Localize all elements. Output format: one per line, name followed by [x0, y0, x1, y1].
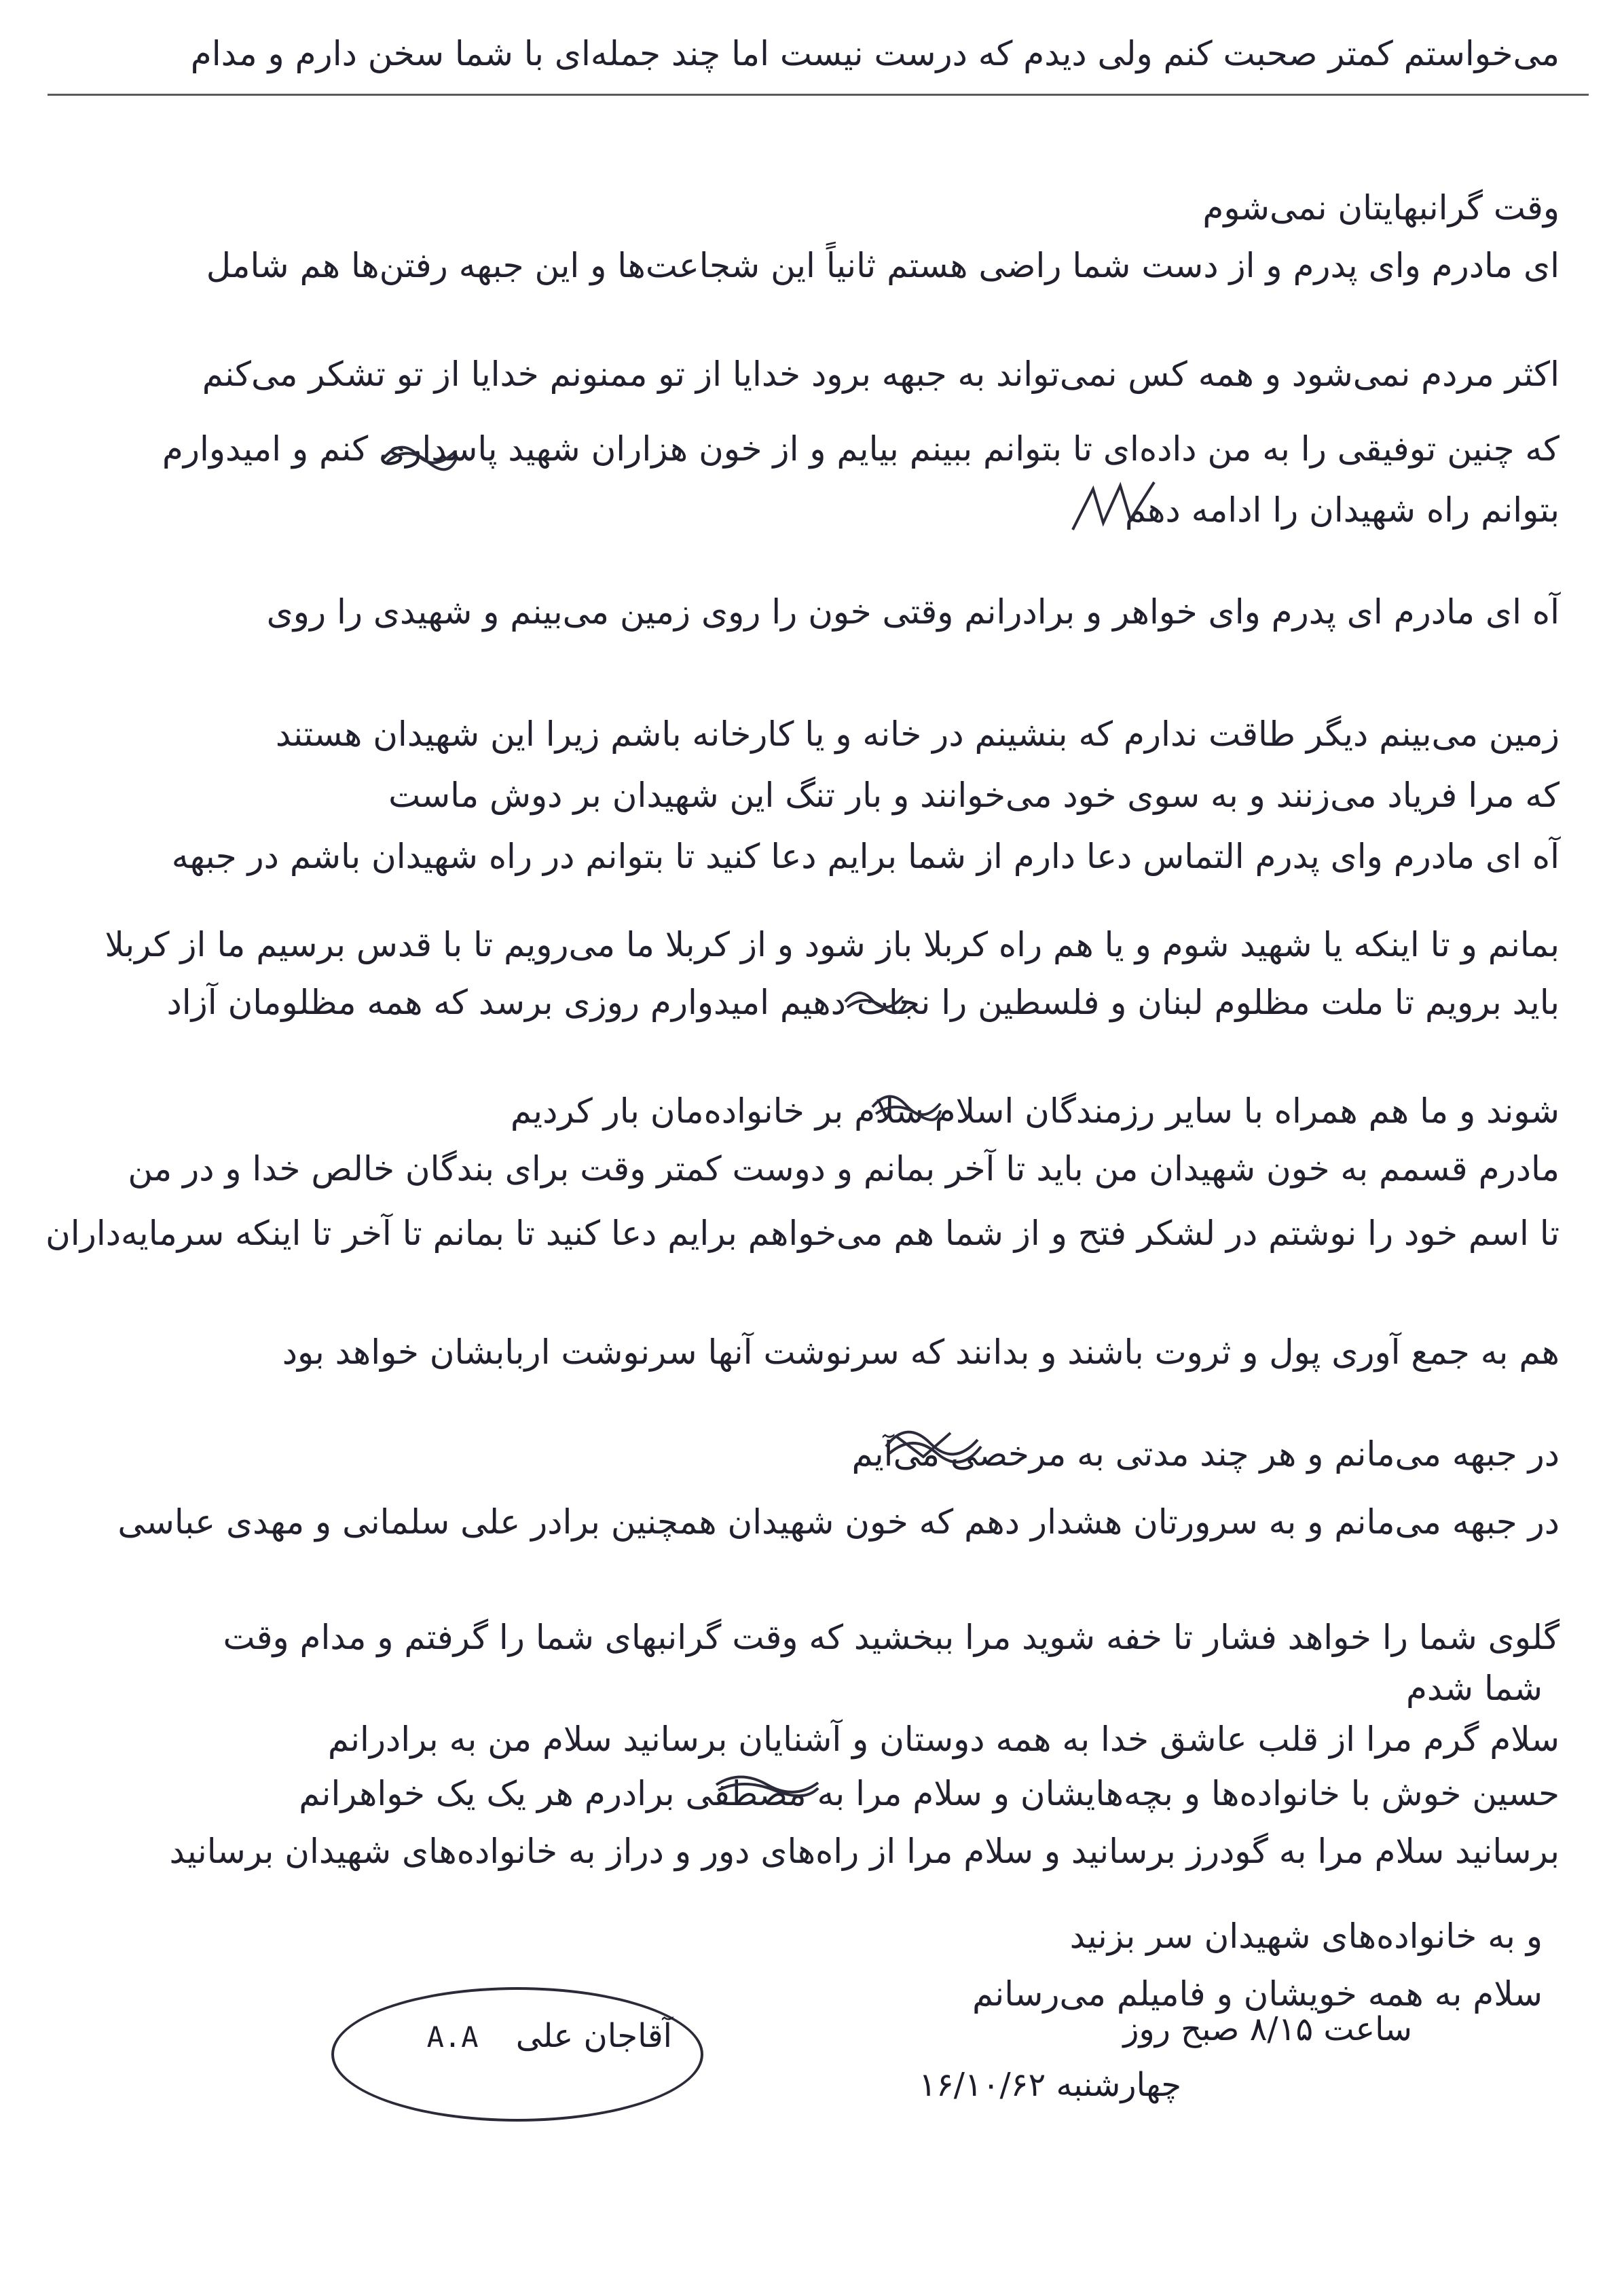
letter-line-8: زمین می‌بینم دیگر طاقت ندارم که بنشینم در خانه و یا کارخانه باشم زیرا این شهیدان هستند: [275, 714, 1560, 754]
letter-line-21: سلام گرم مرا از قلب عاشق خدا به همه دوستان و آشنایان برسانید سلام من به برادرانم: [327, 1720, 1560, 1759]
letter-line-9: که مرا فریاد می‌زنند و به سوی خود می‌خوانند و بار تنگ این شهیدان بر دوش ماست: [388, 776, 1560, 815]
ink-scribble-3: [842, 981, 910, 1019]
letter-line-5: که چنین توفیقی را به من داده‌ای تا بتوانم ببینم بیایم و از خون هزاران شهید پاسداری کنم و امیدوارم: [162, 429, 1560, 469]
ink-scribble-5: [883, 1416, 984, 1470]
signature-time: ساعت ۸/۱۵ صبح روز: [1123, 2010, 1412, 2048]
letter-line-3: ای مادرم وای پدرم و از دست شما راضی هستم ثانیاً این شجاعت‌ها و این جبهه رفتن‌ها هم شامل: [206, 246, 1560, 285]
letter-line-17: در جبهه می‌مانم و هر چند مدتی به مرخصی می‌آیم: [851, 1434, 1560, 1474]
signature-name: آقاجان علی: [515, 2017, 672, 2055]
letter-line-18: در جبهه می‌مانم و به سرورتان هشدار دهم که خون شهیدان همچنین برادر علی سلمانی و مهدی عباسی: [117, 1502, 1560, 1542]
ink-scribble-1: [380, 435, 462, 475]
letter-line-25: سلام به همه خویشان و فامیلم می‌رسانم: [972, 1974, 1543, 2014]
top-rule: [48, 94, 1589, 96]
letter-line-22: حسین خوش با خانواده‌ها و بچه‌هایشان و سلام مرا به مصطفی برادرم هر یک یک خواهرانم: [299, 1774, 1560, 1813]
letter-line-10: آه ای مادرم وای پدرم التماس دعا دارم از شما برایم دعا کنید تا بتوانم در راه شهیدان باشم در جبهه: [171, 837, 1560, 876]
letter-line-15: تا اسم خود را نوشتم در لشکر فتح و از شما هم می‌خواهم برایم دعا کنید تا بمانم تا آخر تا اینکه سرمایه‌داران: [45, 1214, 1560, 1253]
letter-line-6: بتوانم راه شهیدان را ادامه دهم: [1124, 490, 1560, 530]
letter-line-23: برسانید سلام مرا به گودرز برسانید و سلام مرا از راه‌های دور و دراز به خانواده‌های شهیدان برسانید: [169, 1832, 1560, 1871]
letter-line-14: مادرم قسمم به خون شهیدان من باید تا آخر بمانم و دوست کمتر وقت برای بندگان خالص خدا و در من: [128, 1149, 1560, 1188]
letter-line-24: و به خانواده‌های شهیدان سر بزنید: [1069, 1916, 1543, 1956]
ink-scribble-4: [869, 1087, 944, 1124]
letter-line-1: می‌خواستم کمتر صحبت کنم ولی دیدم که درست نیست اما چند جمله‌ای با شما سخن دارم و مدام: [190, 34, 1560, 73]
letter-line-16: هم به جمع آوری پول و ثروت باشند و بدانند که سرنوشت آنها سرنوشت اربابشان خواهد بود: [282, 1332, 1560, 1372]
letter-line-19: گلوی شما را خواهد فشار تا خفه شوید مرا ببخشید که وقت گرانبهای شما را گرفتم و مدام وقت: [223, 1618, 1560, 1657]
ink-scribble-6: [713, 1766, 822, 1803]
ink-scribble-2: [1066, 475, 1161, 537]
letter-line-12: باید برویم تا ملت مظلوم لبنان و فلسطین را نجات دهیم امیدوارم روزی برسد که همه مظلومان آزاد: [166, 983, 1560, 1022]
letter-line-20: شما شدم: [1405, 1669, 1543, 1708]
signature-date: چهارشنبه ۱۶/۱۰/۶۲: [919, 2066, 1181, 2104]
signature: [353, 2016, 672, 2058]
letter-line-7: آه ای مادرم ای پدرم وای خواهر و برادرانم وقتی خون را روی زمین می‌بینم و شهیدی را روی: [266, 592, 1560, 632]
letter-line-11: بمانم و تا اینکه یا شهید شوم و یا هم راه کربلا باز شود و از کربلا ما می‌رویم تا با قدس برسیم ما از کربلا: [105, 925, 1560, 964]
letter-line-2: وقت گرانبهایتان نمی‌شوم: [1202, 188, 1560, 228]
signature-initials: A.A: [426, 2020, 479, 2054]
letter-line-13: شوند و ما هم همراه با سایر رزمندگان اسلام سلام بر خانواده‌مان بار کردیم: [510, 1091, 1560, 1131]
letter-line-4: اکثر مردم نمی‌شود و همه کس نمی‌تواند به جبهه برود خدایا از تو ممنونم خدایا از تو تشکر می‌کنم: [202, 355, 1560, 394]
